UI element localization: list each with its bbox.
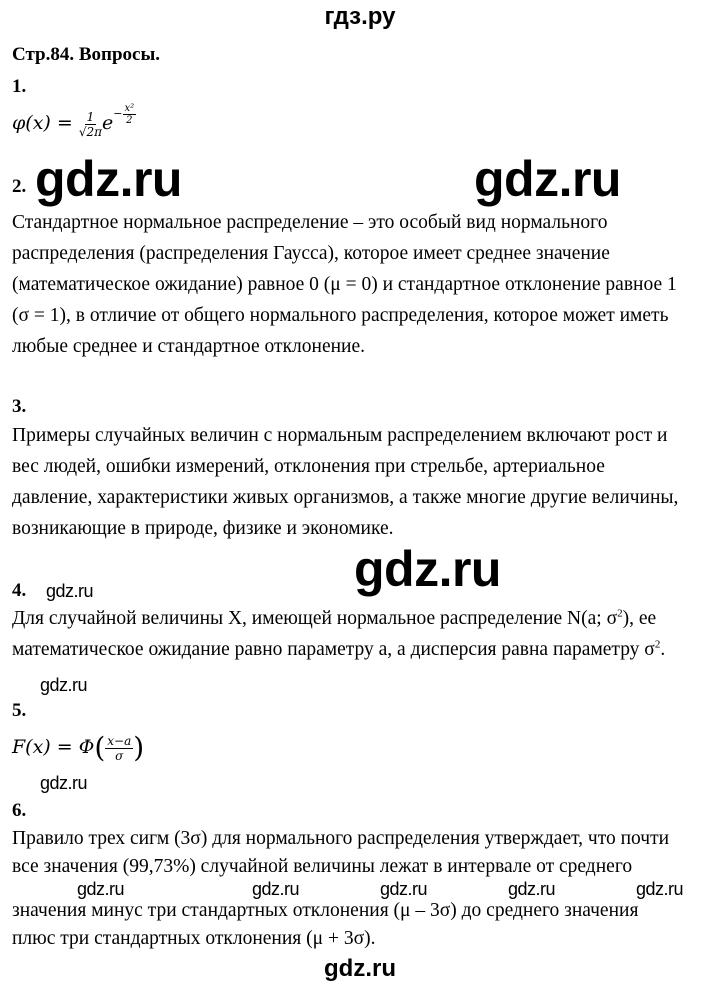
answer-4-line bbox=[12, 608, 656, 630]
formula-pdf bbox=[12, 102, 136, 143]
denominator: √2π bbox=[78, 124, 103, 139]
denominator: σ bbox=[115, 748, 124, 763]
watermark: gdz.ru bbox=[252, 879, 300, 899]
text: математическое ожидание равно параметру a, а дисперсия равна параметру σ bbox=[12, 639, 655, 660]
formula-cdf: F(x) = Φ( $\frac{x-a}{\sigma}$ ) bbox=[12, 731, 145, 764]
watermark: gdz.ru bbox=[380, 879, 428, 899]
text: . bbox=[660, 639, 666, 660]
site-title: гдз.ру bbox=[324, 3, 396, 30]
fraction bbox=[79, 110, 102, 139]
answer-2-line: (математическое ожидание) равное 0 (μ = 0) и стандартное отклонение равное 1 bbox=[12, 274, 677, 295]
question-1-number: 1. bbox=[12, 76, 27, 97]
watermark: gdz.ru bbox=[354, 541, 501, 597]
exp-sign: − bbox=[113, 107, 123, 120]
page-heading: Стр.84. Вопросы. bbox=[12, 44, 161, 65]
watermark: gdz.ru bbox=[474, 151, 621, 207]
watermark: gdz.ru bbox=[508, 879, 556, 899]
question-6-number: 6. bbox=[12, 800, 27, 821]
answer-6-line: все значения (99,73%) случайной величины лежат в интервале от среднего bbox=[12, 856, 633, 877]
answer-2-line: Стандартное нормальное распределение – это особый вид нормального bbox=[12, 212, 608, 233]
exp-numerator: x² bbox=[124, 102, 135, 114]
exp-denominator: 2 bbox=[126, 114, 133, 126]
question-3-number: 3. bbox=[12, 396, 27, 417]
numerator: 1 bbox=[86, 109, 95, 124]
question-5-number: 5. bbox=[12, 700, 27, 721]
exponent bbox=[113, 102, 136, 126]
exp-base: e bbox=[102, 112, 114, 134]
formula-lhs: φ(x) = bbox=[12, 112, 73, 134]
superscript: 2 bbox=[654, 638, 661, 651]
text: ), ее bbox=[622, 608, 657, 629]
answer-2-line: распределения (распределения Гаусса), которое имеет среднее значение bbox=[12, 243, 610, 264]
answer-3-line: возникающие в природе, физике и экономике. bbox=[12, 518, 394, 539]
watermark: gdz.ru bbox=[636, 879, 684, 899]
watermark: gdz.ru bbox=[46, 581, 94, 601]
footer-watermark: gdz.ru bbox=[324, 955, 396, 982]
answer-2-line: любые среднее и стандартное отклонение. bbox=[12, 336, 366, 357]
question-2-number: 2. bbox=[12, 176, 27, 197]
watermark: gdz.ru bbox=[40, 773, 88, 793]
numerator: x−a bbox=[107, 733, 132, 748]
text: Для случайной величины X, имеющей нормальное распределение N(a; σ bbox=[12, 608, 618, 629]
superscript: 2 bbox=[617, 607, 623, 620]
answer-3-line: Примеры случайных величин с нормальным распределением включают рост и bbox=[12, 425, 668, 446]
answer-6-line: Правило трех сигм (3σ) для нормального распределения утверждает, что почти bbox=[12, 828, 670, 849]
formula-lhs: F(x) = Φ bbox=[12, 736, 95, 758]
answer-3-line: давление, характеристики живых организмов, а также многие другие величины, bbox=[12, 487, 679, 508]
watermark: gdz.ru bbox=[35, 151, 182, 207]
fraction bbox=[105, 734, 133, 763]
watermark: gdz.ru bbox=[77, 879, 125, 899]
question-4-number: 4. bbox=[12, 580, 27, 601]
watermark: gdz.ru bbox=[40, 675, 88, 695]
answer-6-line: плюс три стандартных отклонения (μ + 3σ). bbox=[12, 928, 376, 949]
answer-6-line: значения минус три стандартных отклонения (μ – 3σ) до среднего значения bbox=[12, 900, 639, 921]
answer-3-line: вес людей, ошибки измерений, отклонения при стрельбе, артериальное bbox=[12, 456, 605, 477]
answer-2-line: (σ = 1), в отличие от общего нормального распределения, которое может иметь bbox=[12, 305, 669, 326]
answer-4-line bbox=[12, 639, 665, 661]
